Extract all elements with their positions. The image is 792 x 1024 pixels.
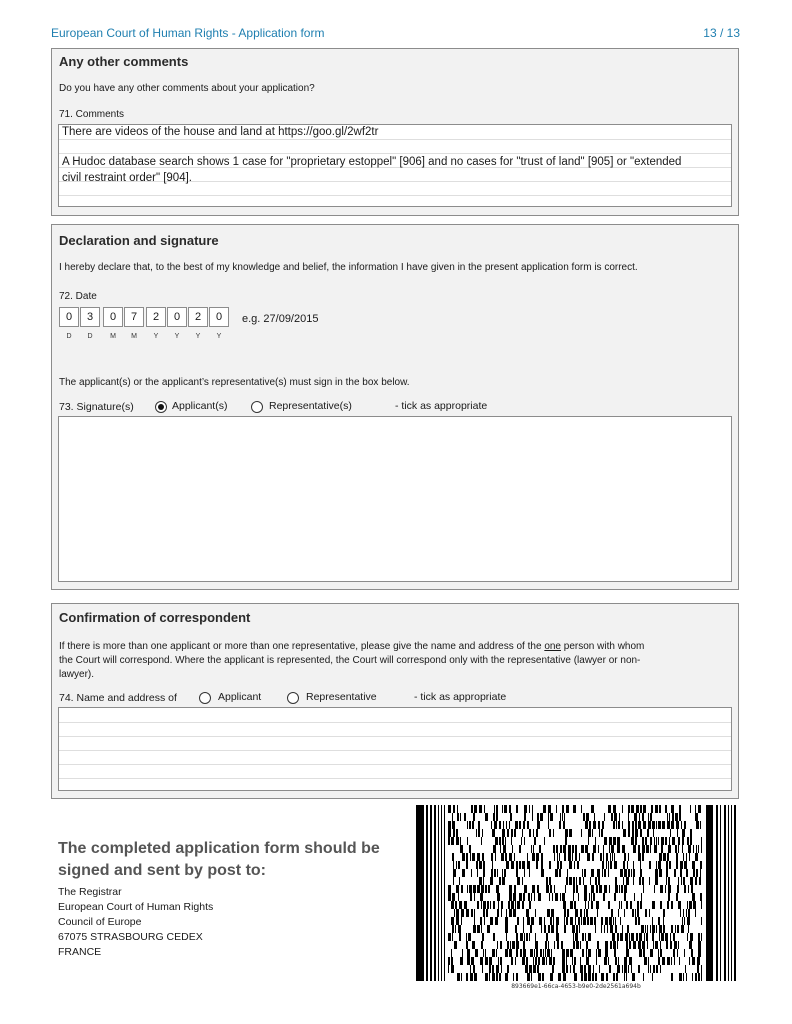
date-letter: M — [110, 333, 116, 340]
barcode-id-text: 893669e1-66ca-4653-b9e0-2de2561a694b — [511, 983, 641, 990]
representative-radio-label: Representative(s) — [269, 400, 352, 412]
instructions-line-2: the Court will correspond. Where the applicant is represented, the Court will correspond only with the representative (lawyer or non- — [59, 655, 641, 666]
comment-line-1: There are videos of the house and land at https://goo.gl/2wf2tr — [62, 126, 379, 138]
correspondent-section-title: Confirmation of correspondent — [59, 610, 251, 625]
date-letter: Y — [195, 333, 201, 340]
postal-heading-line-2: signed and sent by post to: — [58, 862, 267, 879]
comment-line-2: A Hudoc database search shows 1 case for "proprietary estoppel" [906] and no cases for "trust of land" [905] or "extended — [62, 156, 682, 168]
comments-field-label: 71. Comments — [59, 109, 125, 120]
declaration-section — [51, 224, 739, 590]
declaration-section-title: Declaration and signature — [59, 233, 219, 248]
address-line: Council of Europe — [58, 916, 142, 928]
date-letter: Y — [153, 333, 159, 340]
date-digit-y3[interactable]: 2 — [188, 307, 208, 327]
instructions-line-1b: person with whom — [561, 641, 645, 652]
correspondent-address-field[interactable] — [58, 707, 732, 791]
comments-textarea[interactable] — [58, 124, 732, 207]
page-number: 13 / 13 — [703, 26, 740, 40]
date-digit-d2[interactable]: 3 — [80, 307, 100, 327]
correspondent-representative-radio[interactable] — [287, 692, 299, 704]
postal-address — [58, 885, 213, 960]
correspondent-tick-note: - tick as appropriate — [414, 691, 507, 703]
address-line: The Registrar — [58, 886, 122, 898]
date-letter: D — [66, 333, 72, 340]
declaration-statement: I hereby declare that, to the best of my knowledge and belief, the information I have given in the present application form is correct. — [59, 262, 638, 273]
signature-field-label: 73. Signature(s) — [59, 401, 134, 413]
address-line: European Court of Human Rights — [58, 901, 214, 913]
date-letter: Y — [216, 333, 222, 340]
address-line: FRANCE — [58, 946, 102, 958]
date-digit-d1[interactable]: 0 — [59, 307, 79, 327]
correspondent-representative-label: Representative — [306, 691, 377, 703]
signature-box[interactable] — [58, 416, 732, 582]
instructions-emphasis: one — [544, 641, 561, 652]
correspondent-instructions — [59, 640, 644, 682]
postal-heading-line-1: The completed application form should be — [58, 840, 380, 857]
signature-tick-note: - tick as appropriate — [395, 400, 488, 412]
address-line: 67075 STRASBOURG CEDEX — [58, 931, 203, 943]
date-digit-y1[interactable]: 2 — [146, 307, 166, 327]
date-example: e.g. 27/09/2015 — [242, 313, 319, 325]
date-field-label: 72. Date — [59, 291, 97, 302]
pdf417-barcode-icon — [416, 805, 736, 981]
instructions-line-1a: If there is more than one applicant or more than one representative, please give the name and address of the — [59, 641, 545, 652]
form-header-title: European Court of Human Rights - Application form — [51, 26, 325, 40]
date-digit-y2[interactable]: 0 — [167, 307, 187, 327]
date-letter: D — [87, 333, 93, 340]
date-digit-m1[interactable]: 0 — [103, 307, 123, 327]
date-letter: M — [131, 333, 137, 340]
comments-section — [51, 48, 739, 216]
date-digit-y4[interactable]: 0 — [209, 307, 229, 327]
correspondent-applicant-radio[interactable] — [199, 692, 211, 704]
applicant-radio[interactable] — [155, 401, 167, 413]
date-letter: Y — [174, 333, 180, 340]
representative-radio[interactable] — [251, 401, 263, 413]
correspondent-applicant-label: Applicant — [218, 691, 262, 703]
correspondent-field-label: 74. Name and address of — [59, 692, 177, 704]
comments-question: Do you have any other comments about your application? — [59, 83, 315, 94]
instructions-line-3: lawyer). — [59, 669, 95, 680]
comments-section-title: Any other comments — [59, 54, 189, 69]
comment-line-3: civil restraint order" [904]. — [62, 172, 192, 184]
signature-instruction: The applicant(s) or the applicant’s representative(s) must sign in the box below. — [59, 377, 410, 388]
date-digit-m2[interactable]: 7 — [124, 307, 144, 327]
applicant-radio-label: Applicant(s) — [172, 400, 228, 412]
postal-heading — [58, 838, 388, 882]
correspondent-section — [51, 603, 739, 799]
